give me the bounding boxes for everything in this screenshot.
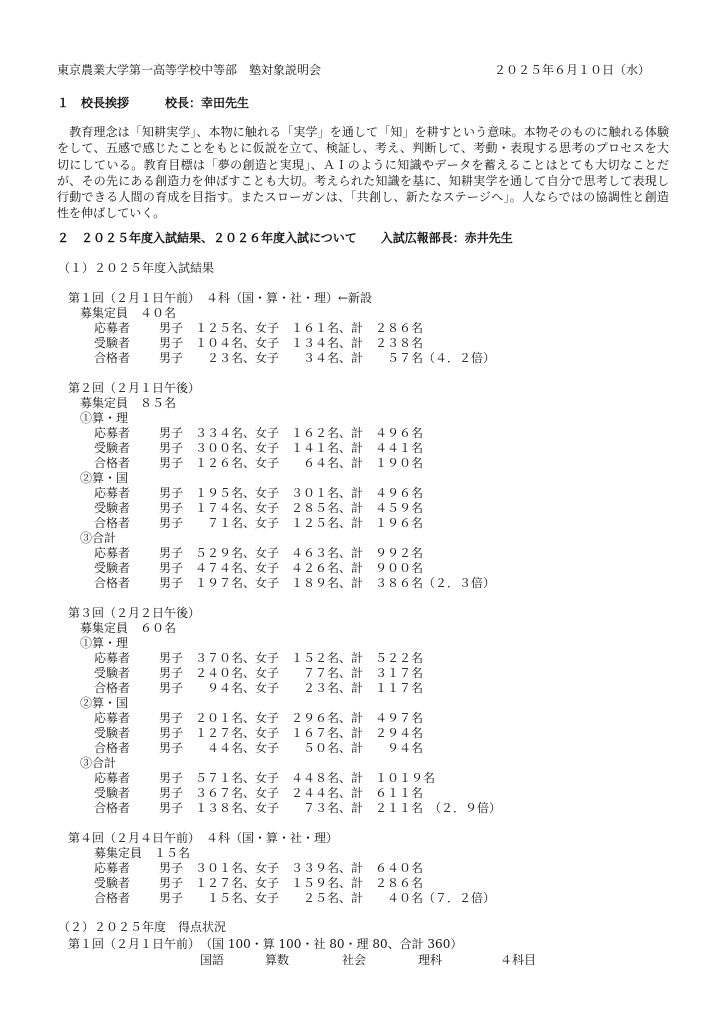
principal-paragraph: 教育理念は「知耕実学」、本物に触れる「実学」を通して「知」を耕すという意味。本物そのものに触れる体験をして、五感で感じたことをもとに仮説を立て、検証し、考え、判断して、考動・表現する思考のプロセスを大切にしている。教育目標は「夢の創造と実現」、ＡＩのように知識やデータを蓄えることはとても大切なことだが、その先にある創造力を伸ばすことも大切。考えられた知識を基に、知耕実学を通して自分で思考して表現し行動できる人間の育成を目指す。またスローガンは、「共創し、新たなステージへ」。人ならではの協調性と創造性を伸ばしていく。 bbox=[57, 125, 669, 221]
subject-group-label: ③合計 bbox=[80, 756, 117, 770]
section-1-heading: １ 校長挨拶 校長：幸田先生 bbox=[57, 96, 250, 110]
result-row-values: 男子 ３７０名、女子 １５２名、計 ５２２名 bbox=[159, 651, 424, 665]
round-capacity: 募集定員 １５名 bbox=[94, 846, 191, 860]
result-row-label: 応募者 bbox=[94, 426, 131, 440]
subsection-2025-results: （１）２０２５年度入試結果 bbox=[58, 261, 215, 275]
section-2-heading: ２ ２０２５年度入試結果、２０２６年度入試について 入試広報部長：赤井先生 bbox=[57, 231, 513, 245]
result-row-values: 男子 ２３名、女子 ３４名、計 ５７名（４．２倍） bbox=[159, 351, 496, 365]
result-row-label: 応募者 bbox=[94, 771, 131, 785]
result-row-label: 合格者 bbox=[94, 351, 131, 365]
result-row-values: 男子 １９７名、女子 １８９名、計 ３８６名（２．３倍） bbox=[159, 576, 496, 590]
result-row-values: 男子 ３６７名、女子 ２４４名、計 ６１１名 bbox=[159, 786, 424, 800]
result-row-values: 男子 ５２９名、女子 ４６３名、計 ９９２名 bbox=[159, 546, 424, 560]
result-row-values: 男子 ２０１名、女子 ２９６名、計 ４９７名 bbox=[159, 711, 424, 725]
result-row-label: 受験者 bbox=[94, 876, 131, 890]
score-column-header: 算数 bbox=[265, 953, 290, 967]
document-title: 東京農業大学第一高等学校中等部 塾対象説明会 bbox=[57, 63, 322, 77]
result-row-label: 応募者 bbox=[94, 861, 131, 875]
round-capacity: 募集定員 ４０名 bbox=[80, 306, 177, 320]
result-row-label: 合格者 bbox=[94, 891, 131, 905]
result-row-values: 男子 ５７１名、女子 ４４８名、計 １０１９名 bbox=[159, 771, 436, 785]
result-row-label: 合格者 bbox=[94, 681, 131, 695]
result-row-label: 合格者 bbox=[94, 516, 131, 530]
round-title: 第１回（２月１日午前） ４科（国・算・社・理）←新設 bbox=[68, 291, 373, 305]
result-row-label: 応募者 bbox=[94, 651, 131, 665]
result-row-label: 受験者 bbox=[94, 336, 131, 350]
document-date: ２０２５年６月１０日（水） bbox=[493, 63, 650, 77]
subject-group-label: ③合計 bbox=[80, 531, 117, 545]
result-row-values: 男子 ２４０名、女子 ７７名、計 ３１７名 bbox=[159, 666, 424, 680]
result-row-label: 合格者 bbox=[94, 741, 131, 755]
score-column-header: 社会 bbox=[342, 953, 367, 967]
round-title: 第４回（２月４日午前） ４科（国・算・社・理） bbox=[68, 831, 339, 845]
result-row-label: 受験者 bbox=[94, 786, 131, 800]
result-row-label: 受験者 bbox=[94, 726, 131, 740]
score-round-title: 第１回（２月１日午前） （国 100・算 100・社 80・理 80、合計 360） bbox=[68, 937, 463, 951]
result-row-values: 男子 １２５名、女子 １６１名、計 ２８６名 bbox=[159, 321, 424, 335]
subject-group-label: ①算・理 bbox=[80, 411, 129, 425]
subject-group-label: ②算・国 bbox=[80, 696, 129, 710]
result-row-values: 男子 ４７４名、女子 ４２６名、計 ９００名 bbox=[159, 561, 424, 575]
subject-group-label: ①算・理 bbox=[80, 636, 129, 650]
result-row-label: 受験者 bbox=[94, 561, 131, 575]
result-row-values: 男子 ７１名、女子 １２５名、計 １９６名 bbox=[159, 516, 424, 530]
subject-group-label: ②算・国 bbox=[80, 471, 129, 485]
result-row-values: 男子 １２７名、女子 １６７名、計 ２９４名 bbox=[159, 726, 424, 740]
result-row-label: 応募者 bbox=[94, 711, 131, 725]
result-row-label: 合格者 bbox=[94, 801, 131, 815]
result-row-label: 応募者 bbox=[94, 486, 131, 500]
result-row-values: 男子 １９５名、女子 ３０１名、計 ４９６名 bbox=[159, 486, 424, 500]
round-capacity: 募集定員 ６０名 bbox=[80, 621, 177, 635]
result-row-label: 受験者 bbox=[94, 501, 131, 515]
result-row-values: 男子 ３３４名、女子 １６２名、計 ４９６名 bbox=[159, 426, 424, 440]
result-row-values: 男子 ９４名、女子 ２３名、計 １１７名 bbox=[159, 681, 424, 695]
result-row-values: 男子 １７４名、女子 ２８５名、計 ４５９名 bbox=[159, 501, 424, 515]
score-column-header: 国語 bbox=[200, 953, 225, 967]
round-capacity: 募集定員 ８５名 bbox=[80, 396, 177, 410]
round-title: 第２回（２月１日午後） bbox=[68, 381, 201, 395]
round-title: 第３回（２月２日午後） bbox=[68, 606, 201, 620]
subsection-score-status: （２）２０２５年度 得点状況 bbox=[58, 920, 227, 934]
result-row-values: 男子 １２７名、女子 １５９名、計 ２８６名 bbox=[159, 876, 424, 890]
result-row-values: 男子 １２６名、女子 ６４名、計 １９０名 bbox=[159, 456, 424, 470]
result-row-values: 男子 １５名、女子 ２５名、計 ４０名（７．２倍） bbox=[159, 891, 496, 905]
result-row-label: 受験者 bbox=[94, 441, 131, 455]
result-row-label: 受験者 bbox=[94, 666, 131, 680]
result-row-values: 男子 １３８名、女子 ７３名、計 ２１１名 （２．９倍） bbox=[159, 801, 502, 815]
result-row-label: 合格者 bbox=[94, 576, 131, 590]
result-row-label: 合格者 bbox=[94, 456, 131, 470]
result-row-values: 男子 ３００名、女子 １４１名、計 ４４１名 bbox=[159, 441, 424, 455]
result-row-label: 応募者 bbox=[94, 321, 131, 335]
score-column-header: 理科 bbox=[418, 953, 443, 967]
result-row-label: 応募者 bbox=[94, 546, 131, 560]
result-row-values: 男子 ４４名、女子 ５０名、計 ９４名 bbox=[159, 741, 424, 755]
result-row-values: 男子 １０４名、女子 １３４名、計 ２３８名 bbox=[159, 336, 424, 350]
score-column-header: ４科目 bbox=[500, 953, 537, 967]
result-row-values: 男子 ３０１名、女子 ３３９名、計 ６４０名 bbox=[159, 861, 424, 875]
